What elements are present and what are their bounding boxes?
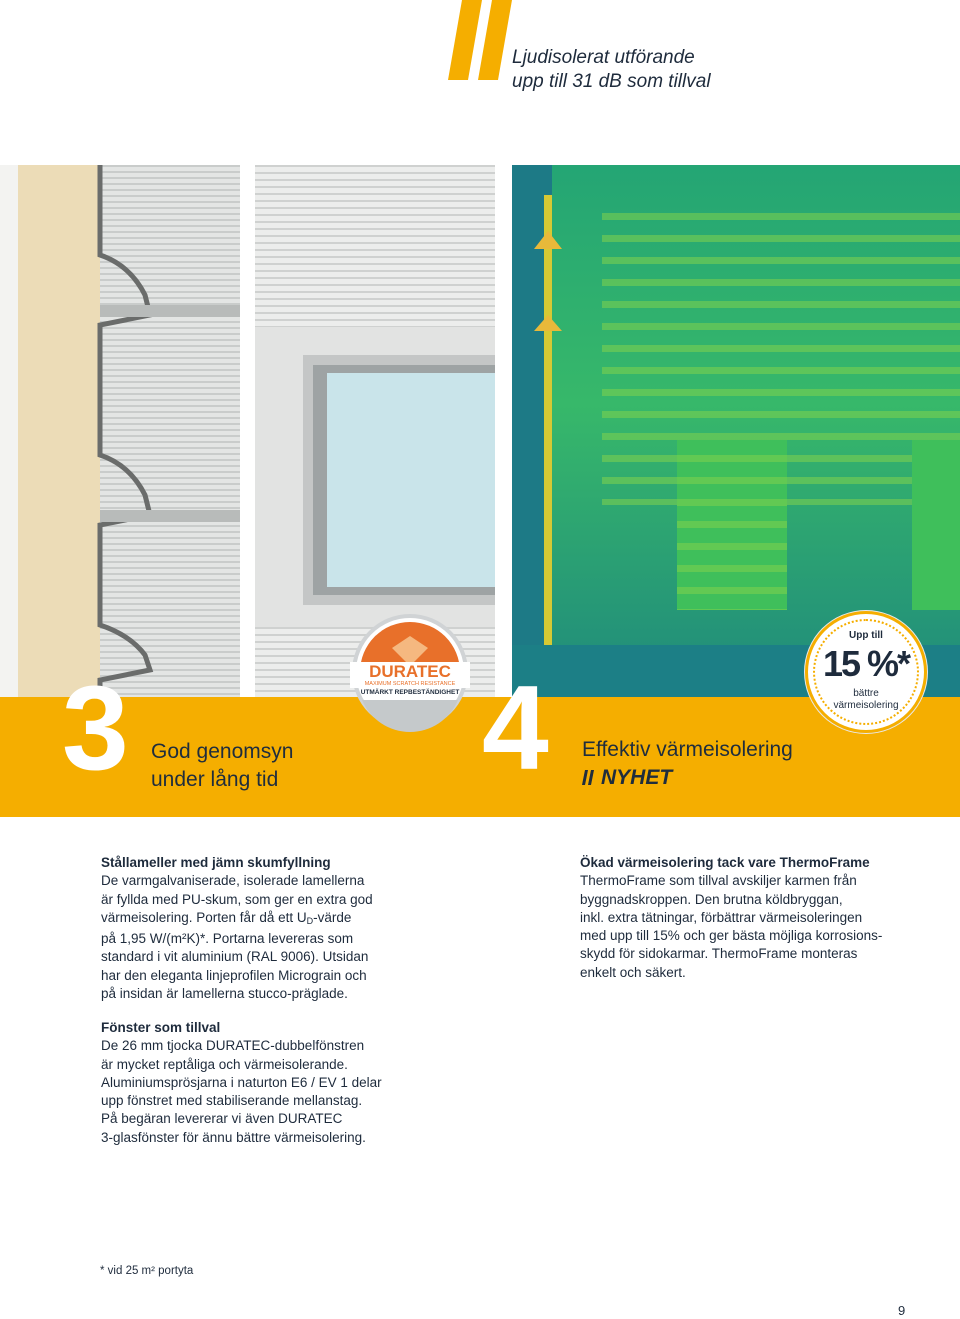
block1-line-ud bbox=[101, 909, 441, 930]
block2-heading: Fönster som tillval bbox=[101, 1020, 221, 1035]
block2-line: De 26 mm tjocka DURATEC-dubbelfönstren bbox=[101, 1038, 365, 1054]
text-block-windows bbox=[101, 1019, 441, 1147]
block3-line: enkelt och säkert. bbox=[580, 964, 686, 980]
block3-line: skydd för sidokarmar. ThermoFrame monteras bbox=[580, 946, 858, 962]
decorative-slashes bbox=[448, 0, 518, 80]
section3-title-line2: under lång tid bbox=[151, 768, 279, 791]
block1-line: De varmgalvaniserade, isolerade lamellerna bbox=[101, 873, 365, 889]
block3-line: ThermoFrame som tillval avskiljer karmen från bbox=[580, 873, 857, 889]
block3-heading: Ökad värmeisolering tack vare ThermoFrame bbox=[580, 855, 870, 870]
badge-caption bbox=[808, 688, 924, 712]
block1-heading: Stållameller med jämn skumfyllning bbox=[101, 855, 331, 870]
block2-line: På begäran levererar vi även DURATEC bbox=[101, 1111, 343, 1127]
block1-line: är fyllda med PU-skum, som ger en extra god bbox=[101, 891, 373, 907]
top-heading-line2: upp till 31 dB som tillval bbox=[512, 71, 711, 92]
block1-line: på insidan är lamellerna stucco-präglade. bbox=[101, 986, 348, 1002]
section3-number: 3 bbox=[62, 661, 125, 795]
text-block-lamellas bbox=[101, 854, 441, 1003]
block1-line: standard i vit aluminium (RAL 9006). Utsidan bbox=[101, 949, 369, 965]
ud-rest: -värde bbox=[313, 909, 352, 925]
duratec-logo bbox=[350, 610, 470, 735]
block2-line: Aluminiumsprösjarna i naturton E6 / EV 1 delar bbox=[101, 1074, 382, 1090]
photo-lamella-section bbox=[0, 165, 240, 697]
nyhet-label: NYHET bbox=[601, 766, 673, 789]
percent-badge bbox=[805, 611, 927, 733]
block3-line: med upp till 15% och ger bästa möjliga korrosions- bbox=[580, 928, 883, 944]
section4-tag bbox=[582, 764, 793, 792]
section3-title bbox=[151, 738, 293, 794]
block2-line: upp fönstret med stabiliserande mellanstag. bbox=[101, 1093, 363, 1109]
block1-line-ud-text: värmeisolering. Porten får då ett U bbox=[101, 909, 307, 925]
block2-line: 3-glasfönster för ännu bättre värmeisolering. bbox=[101, 1129, 366, 1145]
section3-title-line1: God genomsyn bbox=[151, 740, 294, 763]
text-block-thermoframe bbox=[580, 854, 920, 982]
badge-percent: 15 %* bbox=[822, 643, 910, 684]
block1-line: på 1,95 W/(m²K)*. Portarna levereras som bbox=[101, 931, 354, 947]
badge-caption-line2: värmeisolering bbox=[833, 700, 899, 711]
page-number: 9 bbox=[898, 1303, 906, 1318]
section4-number: 4 bbox=[482, 661, 545, 795]
duratec-brand: DURATEC bbox=[369, 662, 451, 681]
badge-caption-line1: bättre bbox=[853, 688, 879, 699]
section4-title bbox=[582, 736, 793, 792]
ud-subscript: D bbox=[306, 915, 314, 926]
section-band bbox=[0, 697, 960, 817]
footnote: * vid 25 m² portyta bbox=[100, 1265, 194, 1277]
duratec-sub2: UTMÄRKT REPBESTÄNDIGHET bbox=[360, 689, 460, 696]
block3-line: byggnadskroppen. Den brutna köldbryggan, bbox=[580, 891, 843, 907]
top-heading-line1: Ljudisolerat utförande bbox=[512, 47, 695, 68]
slash-mark-icon bbox=[582, 770, 594, 785]
block1-line: har den eleganta linjeprofilen Micrograin och bbox=[101, 967, 367, 983]
duratec-sub1: MAXIMUM SCRATCH RESISTANCE bbox=[364, 681, 456, 687]
block2-line: är mycket reptåliga och värmeisolerande. bbox=[101, 1056, 348, 1072]
section4-title-text: Effektiv värmeisolering bbox=[582, 738, 793, 761]
block3-line: inkl. extra tätningar, förbättrar värmeisoleringen bbox=[580, 909, 863, 925]
badge-upp-till: Upp till bbox=[849, 630, 883, 641]
top-heading bbox=[512, 46, 812, 94]
